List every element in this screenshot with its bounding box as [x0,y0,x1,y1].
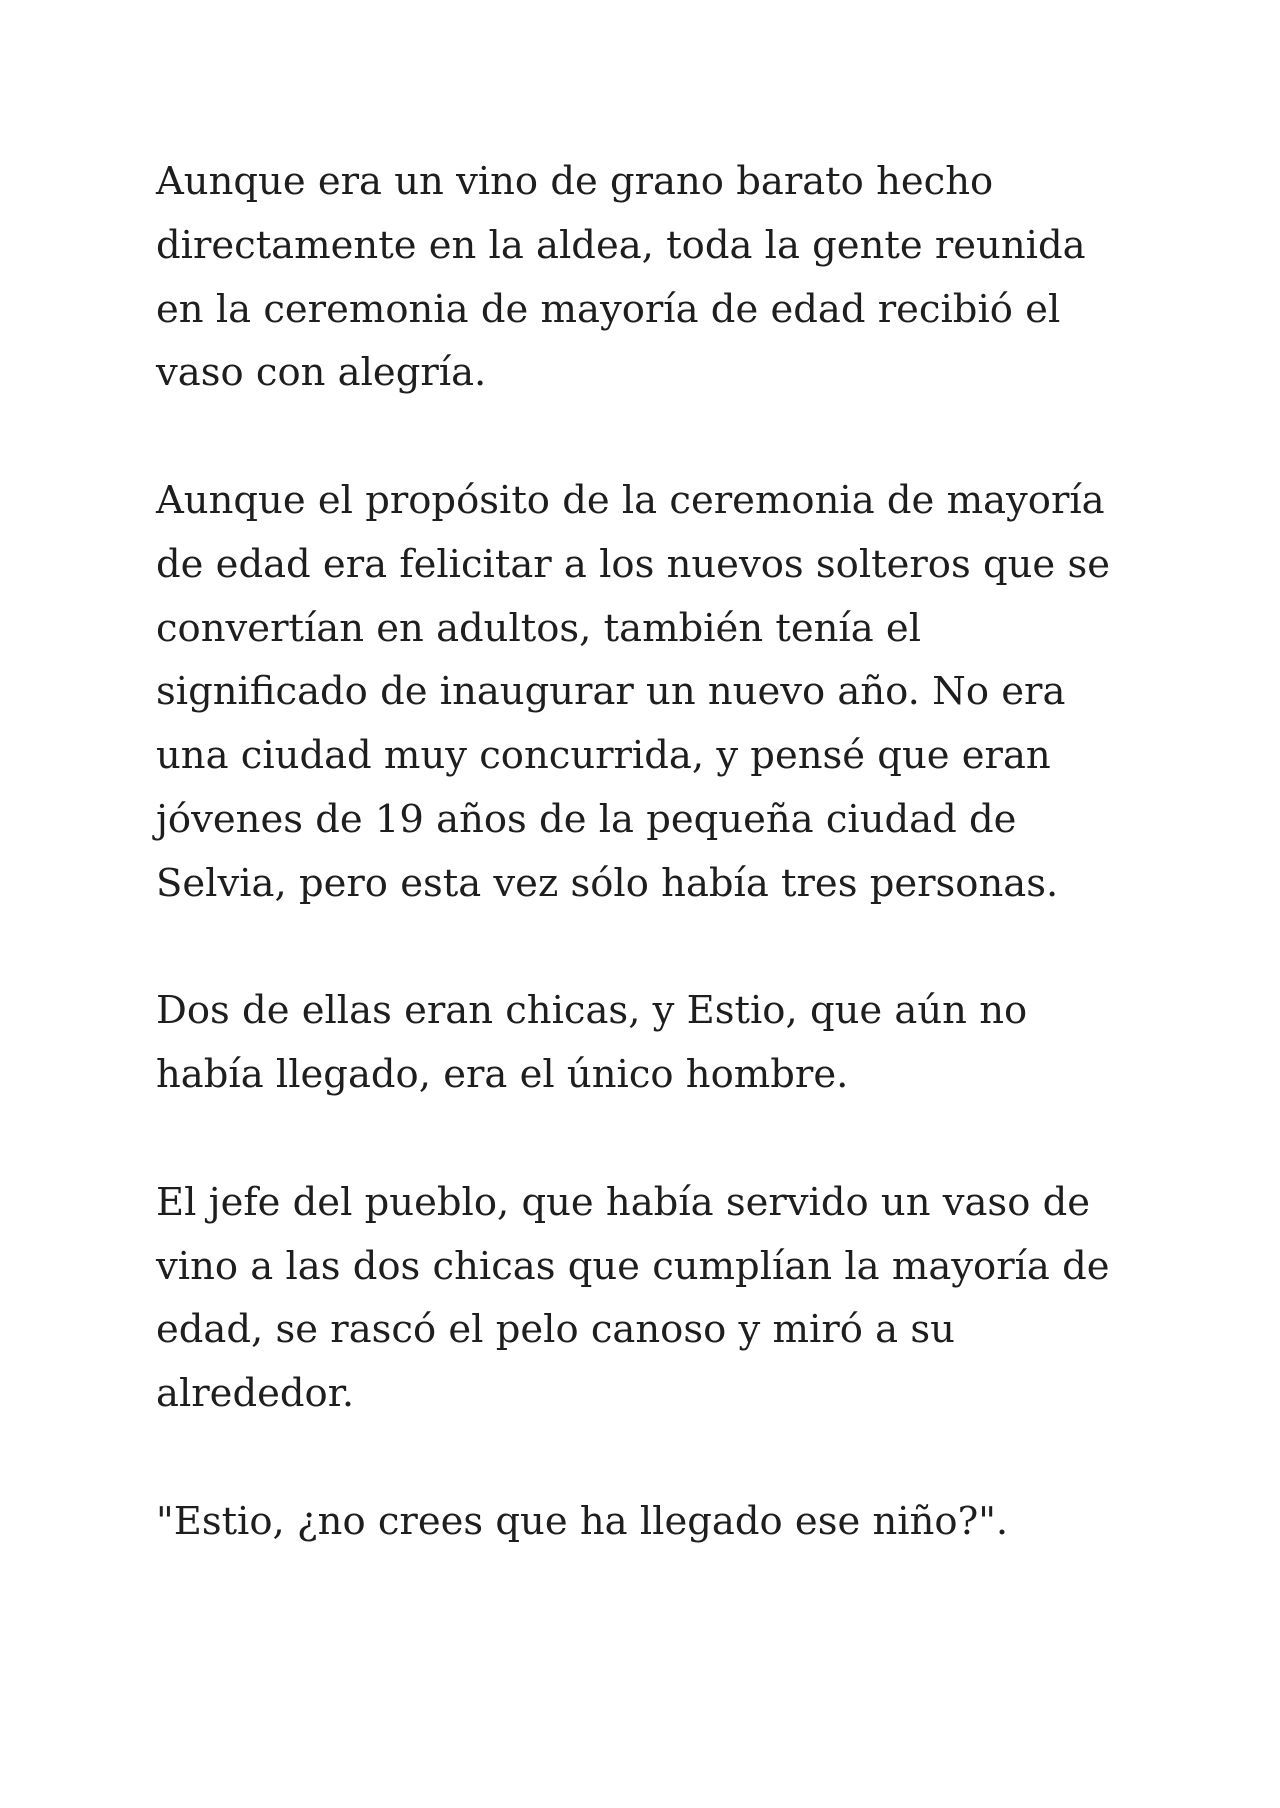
text-line: una ciudad muy concurrida, y pensé que eran [156,733,1051,779]
text-line: Dos de ellas eran chicas, y Estio, que aún no [156,988,1028,1034]
text-line: jóvenes de 19 años de la pequeña ciudad de [156,796,1017,842]
text-line: había llegado, era el único hombre. [156,1052,849,1098]
text-line: vaso con alegría. [156,350,487,396]
text-line: en la ceremonia de mayoría de edad recibió el [156,286,1061,332]
paragraph-2 [156,469,1146,916]
text-line: significado de inaugurar un nuevo año. No era [156,669,1066,715]
paragraph-3 [156,979,1146,1107]
text-line: Selvia, pero esta vez sólo había tres personas. [156,860,1059,906]
text-line: de edad era felicitar a los nuevos solteros que se [156,541,1110,587]
text-line: directamente en la aldea, toda la gente reunida [156,222,1086,268]
paragraph-5 [156,1490,1146,1554]
text-line: alrededor. [156,1371,355,1417]
story-text [156,150,1146,1554]
text-line: convertían en adultos, también tenía el [156,605,922,651]
text-line: vino a las dos chicas que cumplían la mayoría de [156,1243,1110,1289]
text-line: "Estio, ¿no crees que ha llegado ese niño?". [156,1498,1009,1544]
text-line: Aunque era un vino de grano barato hecho [156,159,994,204]
paragraph-1 [156,150,1146,405]
text-line: edad, se rascó el pelo canoso y miró a su [156,1307,955,1353]
text-line: Aunque el propósito de la ceremonia de mayoría [156,477,1105,523]
text-line: El jefe del pueblo, que había servido un vaso de [156,1179,1091,1225]
paragraph-4 [156,1171,1146,1426]
